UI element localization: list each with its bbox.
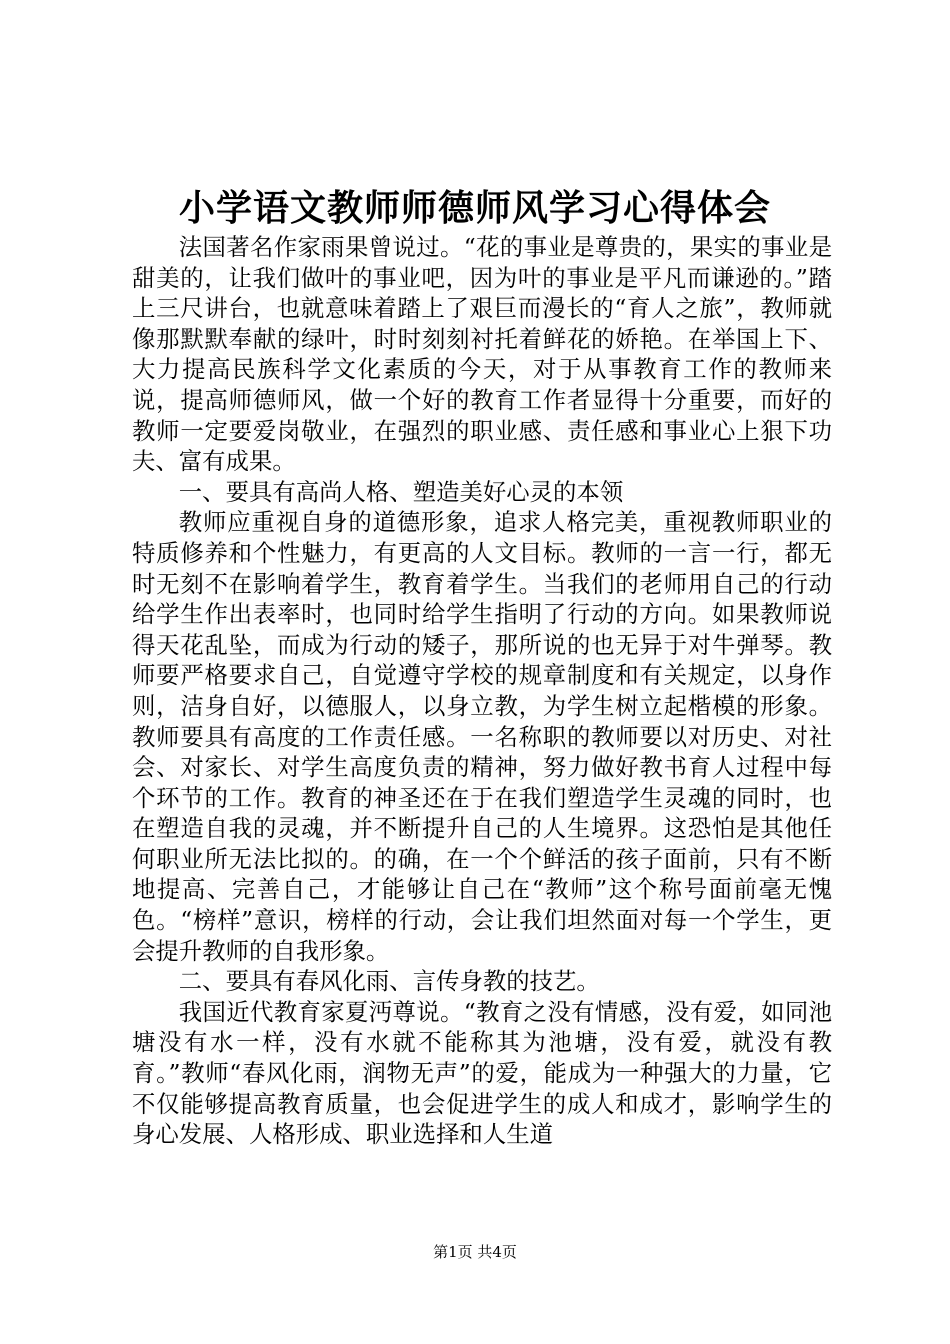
section-heading-1: 一、要具有高尚人格、塑造美好心灵的本领 xyxy=(178,477,624,506)
page-number-footer: 第1页 共4页 xyxy=(433,1243,517,1261)
document-body xyxy=(132,232,832,1150)
document-title: 小学语文教师师德师风学习心得体会 xyxy=(178,187,771,229)
paragraph-section-1: 教师应重视自身的道德形象，追求人格完美，重视教师职业的特质修养和个性魅力，有更高的人文目标。教师的一言一行，都无时无刻不在影响着学生，教育着学生。当我们的老师用自己的行动给学生作出表率时，也同时给学生指明了行动的方向。如果教师说得天花乱坠，而成为行动的矮子，那所说的也无异于对牛弹琴。教师要严格要求自己，自觉遵守学校的规章制度和有关规定，以身作则，洁身自好，以德服人，以身立教，为学生树立起楷模的形象。教师要具有高度的工作责任感。一名称职的教师要以对历史、对社会、对家长、对学生高度负责的精神，努力做好教书育人过程中每个环节的工作。教育的神圣还在于在我们塑造学生灵魂的同时，也在塑造自我的灵魂，并不断提升自己的人生境界。这恐怕是其他任何职业所无法比拟的。的确，在一个个鲜活的孩子面前，只有不断地提高、完善自己，才能够让自己在“教师”这个称号面前毫无愧色。“榜样”意识，榜样的行动，会让我们坦然面对每一个学生，更会提升教师的自我形象。 xyxy=(132,508,832,965)
paragraph-intro: 法国著名作家雨果曾说过。“花的事业是尊贵的，果实的事业是甜美的，让我们做叶的事业吧，因为叶的事业是平凡而谦逊的。”踏上三尺讲台，也就意味着踏上了艰巨而漫长的“育人之旅”，教师就像那默默奉献的绿叶，时时刻刻衬托着鲜花的娇艳。在举国上下、大力提高民族科学文化素质的今天，对于从事教育工作的教师来说，提高师德师风，做一个好的教育工作者显得十分重要，而好的教师一定要爱岗敬业，在强烈的职业感、责任感和事业心上狠下功夫、富有成果。 xyxy=(132,233,832,476)
paragraph-section-2: 我国近代教育家夏沔尊说。“教育之没有情感，没有爱，如同池塘没有水一样，没有水就不能称其为池塘，没有爱，就没有教育。”教师“春风化雨，润物无声”的爱，能成为一种强大的力量，它不仅能够提高教育质量，也会促进学生的成人和成才，影响学生的身心发展、人格形成、职业选择和人生道 xyxy=(132,997,832,1149)
section-heading-2: 二、要具有春风化雨、言传身教的技艺。 xyxy=(178,967,600,996)
